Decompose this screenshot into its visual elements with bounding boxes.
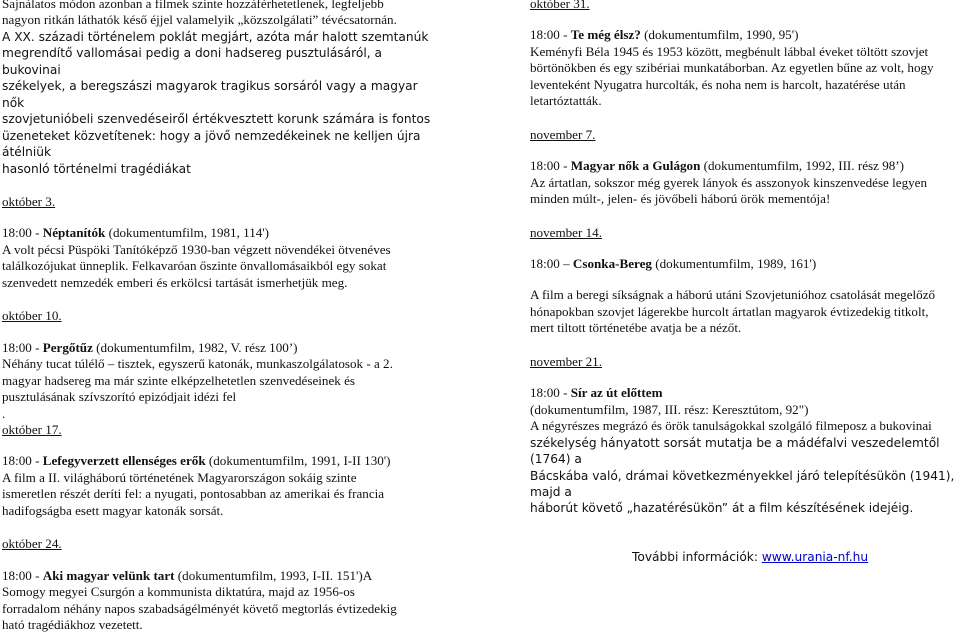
intro-line: megrendítő vallomásai pedig a doni hadsereg pusztulásáról, a bukovinai: [2, 46, 382, 77]
program-time: 18:00 -: [2, 453, 43, 469]
program-desc-line: pusztulásának szívszorító epizódjait idézi fel: [2, 389, 237, 405]
more-info-line: [530, 549, 958, 565]
program-title: Csonka-Bereg: [572, 255, 652, 271]
program-desc-line: börtönökben és egy szibériai munkatáborban. Az egyetlen bűne az volt, hogy: [530, 60, 934, 76]
program-desc-line: minden múlt-, jelen- és jövőbeli háború örök mementója!: [530, 191, 831, 207]
program-meta: (dokumentumfilm, 1982, V. rész 100’): [92, 339, 298, 355]
program-date: október 17.: [2, 421, 62, 437]
more-info-link[interactable]: www.urania-nf.hu: [761, 549, 869, 564]
program-date: november 21.: [530, 353, 602, 369]
intro-line: hasonló történelmi tragédiákat: [2, 161, 191, 176]
right-column: [530, 0, 958, 565]
program-desc-line: letartóztatták.: [530, 93, 602, 109]
program-oct3: [2, 194, 432, 291]
program-time: 18:00 -: [530, 158, 571, 174]
program-date: október 3.: [2, 193, 56, 209]
program-nov7: [530, 127, 958, 208]
program-desc-line: forradalom néhány napos szabadságélményét követő megtorlás évtizedekig: [2, 600, 397, 616]
program-desc-line: .: [2, 405, 6, 421]
program-time: 18:00 -: [530, 385, 571, 401]
program-heading: [2, 568, 432, 584]
program-title: Lefegyverzett ellenséges erők: [42, 453, 206, 469]
program-title: Sír az út előttem: [570, 385, 663, 401]
program-time: 18:00 –: [530, 255, 573, 271]
program-date: október 24.: [2, 536, 62, 552]
program-date: október 31.: [530, 0, 590, 11]
intro-line: Sajnálatos módon azonban a filmek szinte hozzáférhetetlenek, legfeljebb: [2, 0, 384, 11]
program-time: 18:00 -: [2, 567, 43, 583]
intro-line: székelyek, a beregszászi magyarok tragikus sorsáról vagy a magyar nők: [2, 79, 418, 110]
program-desc-line: szenvedett nemzedék emberi és erkölcsi tartását ismerhetjük meg.: [2, 274, 348, 290]
program-desc-line: magyar hadsereg ma már szinte elképzelhetetlen szenvedéseinek és: [2, 372, 356, 388]
program-heading: [530, 256, 958, 272]
intro-paragraph: [2, 0, 432, 177]
program-desc-line: Az ártatlan, sokszor még gyerek lányok és asszonyok kinszenvedése legyen: [530, 174, 928, 190]
program-meta: (dokumentumfilm, 1981, 114'): [105, 225, 270, 241]
intro-line: szovjetunióbeli szenvedéseiről értékvesztett korunk számára is fontos: [2, 112, 431, 127]
program-desc-line: hadifogságba esett magyar katonák sorsát.: [2, 502, 224, 518]
program-oct24: [2, 536, 432, 633]
program-meta: (dokumentumfilm, 1993, I-II. 151')A: [174, 567, 373, 583]
program-meta: (dokumentumfilm, 1990, 95'): [640, 27, 799, 43]
program-desc-line: mert tiltott történetébe avatja be a nézőt.: [530, 320, 742, 336]
program-meta: (dokumentumfilm, 1991, I-II 130'): [205, 453, 391, 469]
program-desc-line: székelység hányatott sorsát mutatja be a mádéfalvi veszedelemtől (1764) a: [530, 435, 940, 467]
intro-line: A XX. századi történelem poklát megjárt, azóta már halott szemtanúk: [2, 29, 429, 44]
program-oct31: [530, 0, 958, 110]
program-desc-line: A négyrészes megrázó és örök tanulságokkal szolgáló filmeposz a bukovinai: [530, 418, 932, 434]
program-heading: [530, 158, 958, 174]
program-title: Aki magyar velünk tart: [42, 567, 175, 583]
intro-line: üzeneteket közvetítenek: hogy a jövő nemzedékeinek ne kelljen újra átélniük: [2, 128, 421, 160]
left-column: [2, 0, 432, 634]
program-heading: [2, 340, 432, 356]
program-desc-line: leventeként Nyugatra hurcolták, és noha nem is harcolt, hazatérése után: [530, 76, 906, 92]
program-desc-line: Somogy megyei Csurgón a kommunista diktatúra, majd az 1956-os: [2, 584, 355, 600]
program-heading: [530, 27, 958, 43]
program-meta: (dokumentumfilm, 1987, III. rész: Keresztútom, 92"): [530, 401, 809, 417]
program-oct10: [2, 308, 432, 422]
program-date: november 14.: [530, 224, 602, 240]
program-desc-line: Néhány tucat túlélő – tisztek, egyszerű katonák, munkaszolgálatosok - a 2.: [2, 356, 393, 372]
program-desc-line: A volt pécsi Püspöki Tanítóképző 1930-ban végzett növendékei ötvenéves: [2, 241, 391, 257]
program-meta: (dokumentumfilm, 1989, 161'): [651, 255, 817, 271]
program-desc-line: A film a II. világháború történetének Magyarországon sokáig szinte: [2, 469, 357, 485]
program-desc-line: Keményfi Béla 1945 és 1953 között, megbénult lábbal éveket töltött szovjet: [530, 43, 929, 59]
program-nov21: [530, 354, 958, 517]
more-info-label: További információk:: [632, 549, 762, 564]
program-meta: (dokumentumfilm, 1992, III. rész 98’): [700, 158, 905, 174]
program-title: Te még élsz?: [570, 27, 641, 43]
program-heading: [2, 225, 432, 241]
program-desc-line: találkozójukat ünneplik. Felkavaróan őszinte önvallomásaikból egy sokat: [2, 258, 387, 274]
program-desc-line: háborút követő „hazatérésükön” át a film készítésének idejéig.: [530, 501, 914, 516]
program-title: Magyar nők a Gulágon: [570, 158, 701, 174]
program-time: 18:00 -: [2, 339, 43, 355]
program-time: 18:00 -: [2, 225, 43, 241]
program-heading: [530, 385, 958, 401]
intro-line: nagyon ritkán láthatók késő éjjel valamelyik „közszolgálati” tévécsatornán.: [2, 12, 397, 28]
program-desc-line: hónapokban szovjet lágerekbe hurcolt ártatlan magyarok évtizedekig titkolt,: [530, 303, 929, 319]
program-desc-line: A film a beregi síkságnak a háború utáni Szovjetunióhoz csatolását megelőző: [530, 287, 936, 303]
program-desc-line: ismeretlen részét deríti fel: a nyugati, pontosabban az amerikai és francia: [2, 486, 385, 502]
program-oct17: [2, 422, 432, 519]
program-desc-line: Bácskába való, drámai következményekkel járó telepítésükön (1941), majd a: [530, 468, 955, 499]
program-time: 18:00 -: [530, 27, 571, 43]
program-date: október 10.: [2, 308, 62, 324]
program-title: Pergőtűz: [42, 339, 93, 355]
program-desc-line: ható tragédiákhoz vezetett.: [2, 617, 143, 633]
program-date: november 7.: [530, 126, 596, 142]
program-nov14: [530, 225, 958, 337]
program-heading: [2, 453, 432, 469]
program-title: Néptanítók: [42, 225, 106, 241]
